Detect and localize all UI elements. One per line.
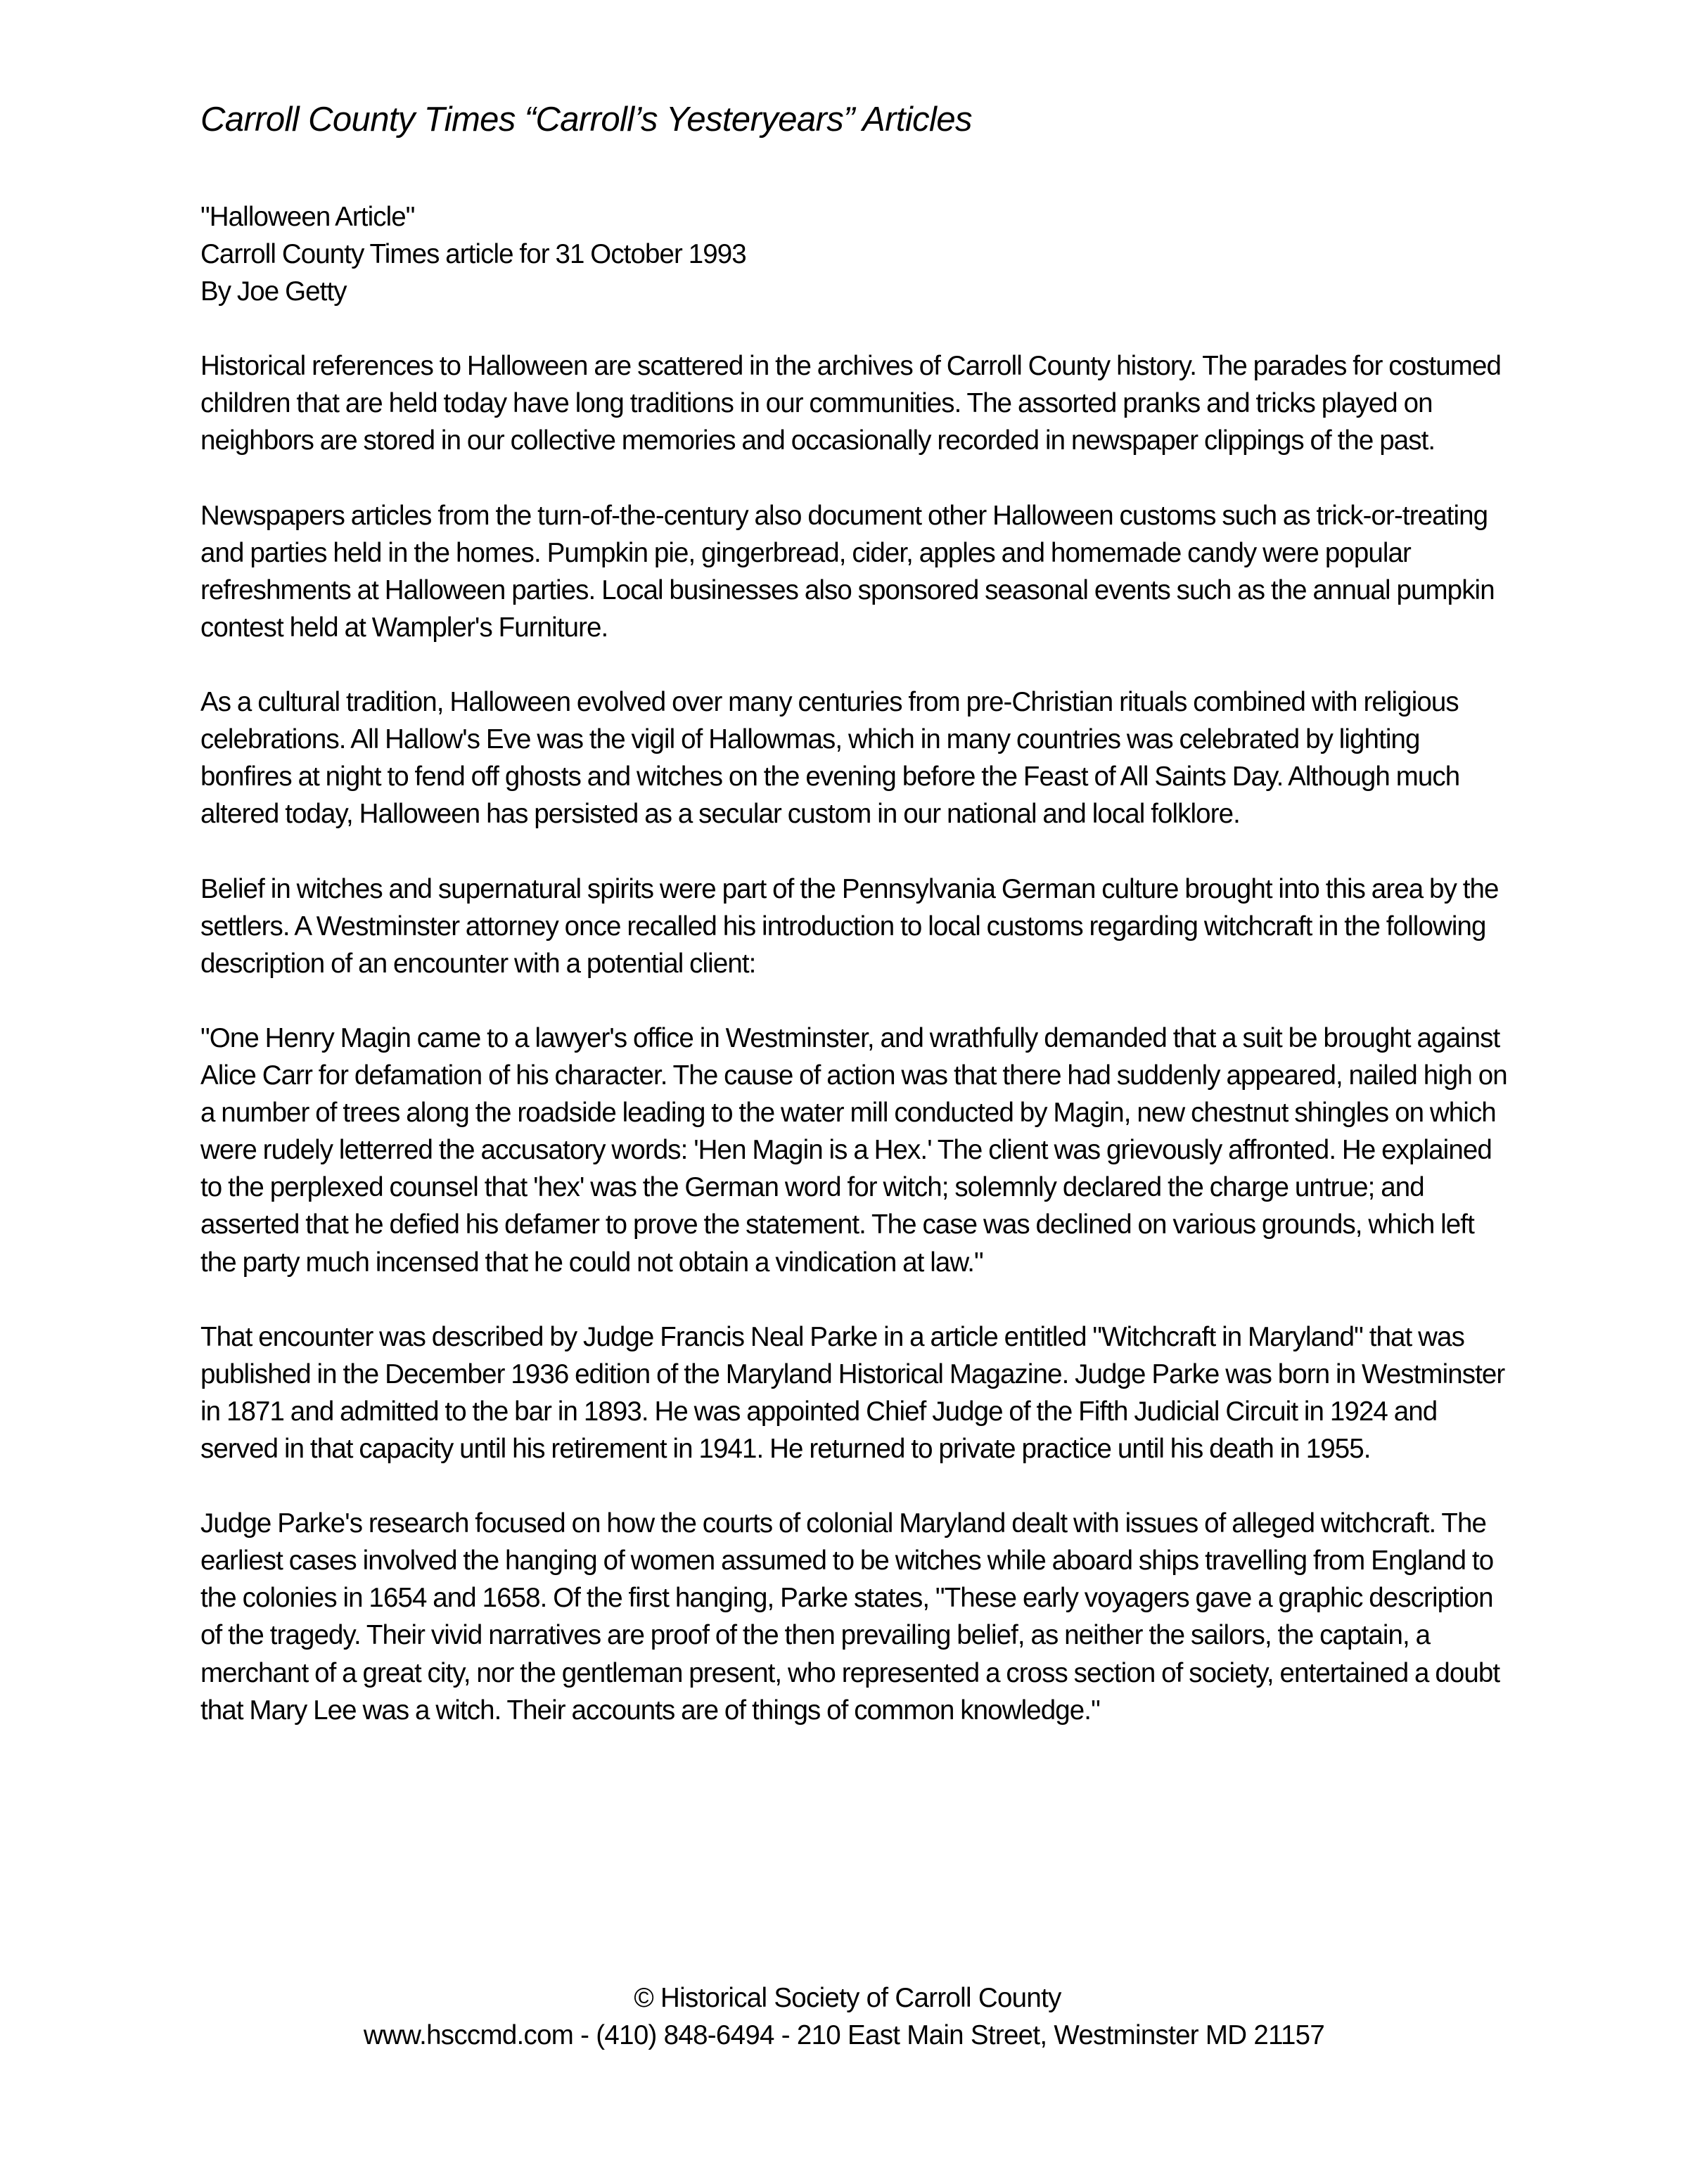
footer-copyright: © Historical Society of Carroll County: [634, 1983, 1061, 2013]
article-meta: [200, 198, 1516, 310]
footer-contact: www.hsccmd.com - (410) 848-6494 - 210 East Main Street, Westminster MD 21157: [363, 2020, 1325, 2050]
paragraph-5-quote: "One Henry Magin came to a lawyer's office in Westminster, and wrathfully demanded that a suit be brought against Alice Carr for defamation of his character. The cause of action was that there had suddenly appeared, nailed high on a number of trees along the roadside leading to the water mill conducted by Magin, new chestnut shingles on which were rudely letterred the accusatory words: 'Hen Magin is a Hex.' The client was grievously affronted. He explained to the perplexed counsel that 'hex' was the German word for witch; solemnly declared the charge untrue; and asserted that he defied his defamer to prove the statement. The case was declined on various grounds, which left the party much incensed that he could not obtain a vindication at law.": [200, 1022, 1507, 1278]
paragraph-7: Judge Parke's research focused on how the courts of colonial Maryland dealt with issues of alleged witchcraft. The earliest cases involved the hanging of women assumed to be witches while aboard ships travelling from England to the colonies in 1654 and 1658. Of the first hanging, Parke states, "These early voyagers gave a graphic description of the tragedy. Their vivid narratives are proof of the then prevailing belief, as neither the sailors, the captain, a merchant of a great city, nor the gentleman present, who represented a cross section of society, entertained a doubt that Mary Lee was a witch. Their accounts are of things of common knowledge.": [200, 1508, 1500, 1726]
paragraph-1: Historical references to Halloween are scattered in the archives of Carroll County history. The parades for costumed children that are held today have long traditions in our communities. The assorted pranks and tricks played on neighbors are stored in our collective memories and occasionally recorded in newspaper clippings of the past.: [200, 351, 1502, 456]
article-title: "Halloween Article": [200, 202, 415, 232]
article-body: [200, 198, 1516, 1766]
paragraph-6: That encounter was described by Judge Francis Neal Parke in a article entitled "Witchcraft in Maryland" that was published in the December 1936 edition of the Maryland Historical Magazine. Judge Parke was born in Westminster in 1871 and admitted to the bar in 1893. He was appointed Chief Judge of the Fifth Judicial Circuit in 1924 and served in that capacity until his retirement in 1941. He returned to private practice until his death in 1955.: [200, 1321, 1505, 1464]
paragraph-4: Belief in witches and supernatural spirits were part of the Pennsylvania German culture brought into this area by the settlers. A Westminster attorney once recalled his introduction to local customs regarding witchcraft in the following description of an encounter with a potential client:: [200, 873, 1499, 979]
series-title: Carroll County Times “Carroll’s Yesteryears” Articles: [200, 101, 972, 139]
byline: By Joe Getty: [200, 276, 347, 307]
publication-line: Carroll County Times article for 31 October 1993: [200, 239, 746, 270]
page-footer: [0, 1979, 1688, 2054]
paragraph-3: As a cultural tradition, Halloween evolved over many centuries from pre-Christian rituals combined with religious celebrations. All Hallow's Eve was the vigil of Hallowmas, which in many countries was celebrated by lighting bonfires at night to fend off ghosts and witches on the evening before the Feast of All Saints Day. Although much altered today, Halloween has persisted as a secular custom in our national and local folklore.: [200, 687, 1460, 830]
paragraph-2: Newspapers articles from the turn-of-the-century also document other Halloween customs such as trick-or-treating and parties held in the homes. Pumpkin pie, gingerbread, cider, apples and homemade candy were popular refreshments at Halloween parties. Local businesses also sponsored seasonal events such as the annual pumpkin contest held at Wampler's Furniture.: [200, 500, 1495, 643]
